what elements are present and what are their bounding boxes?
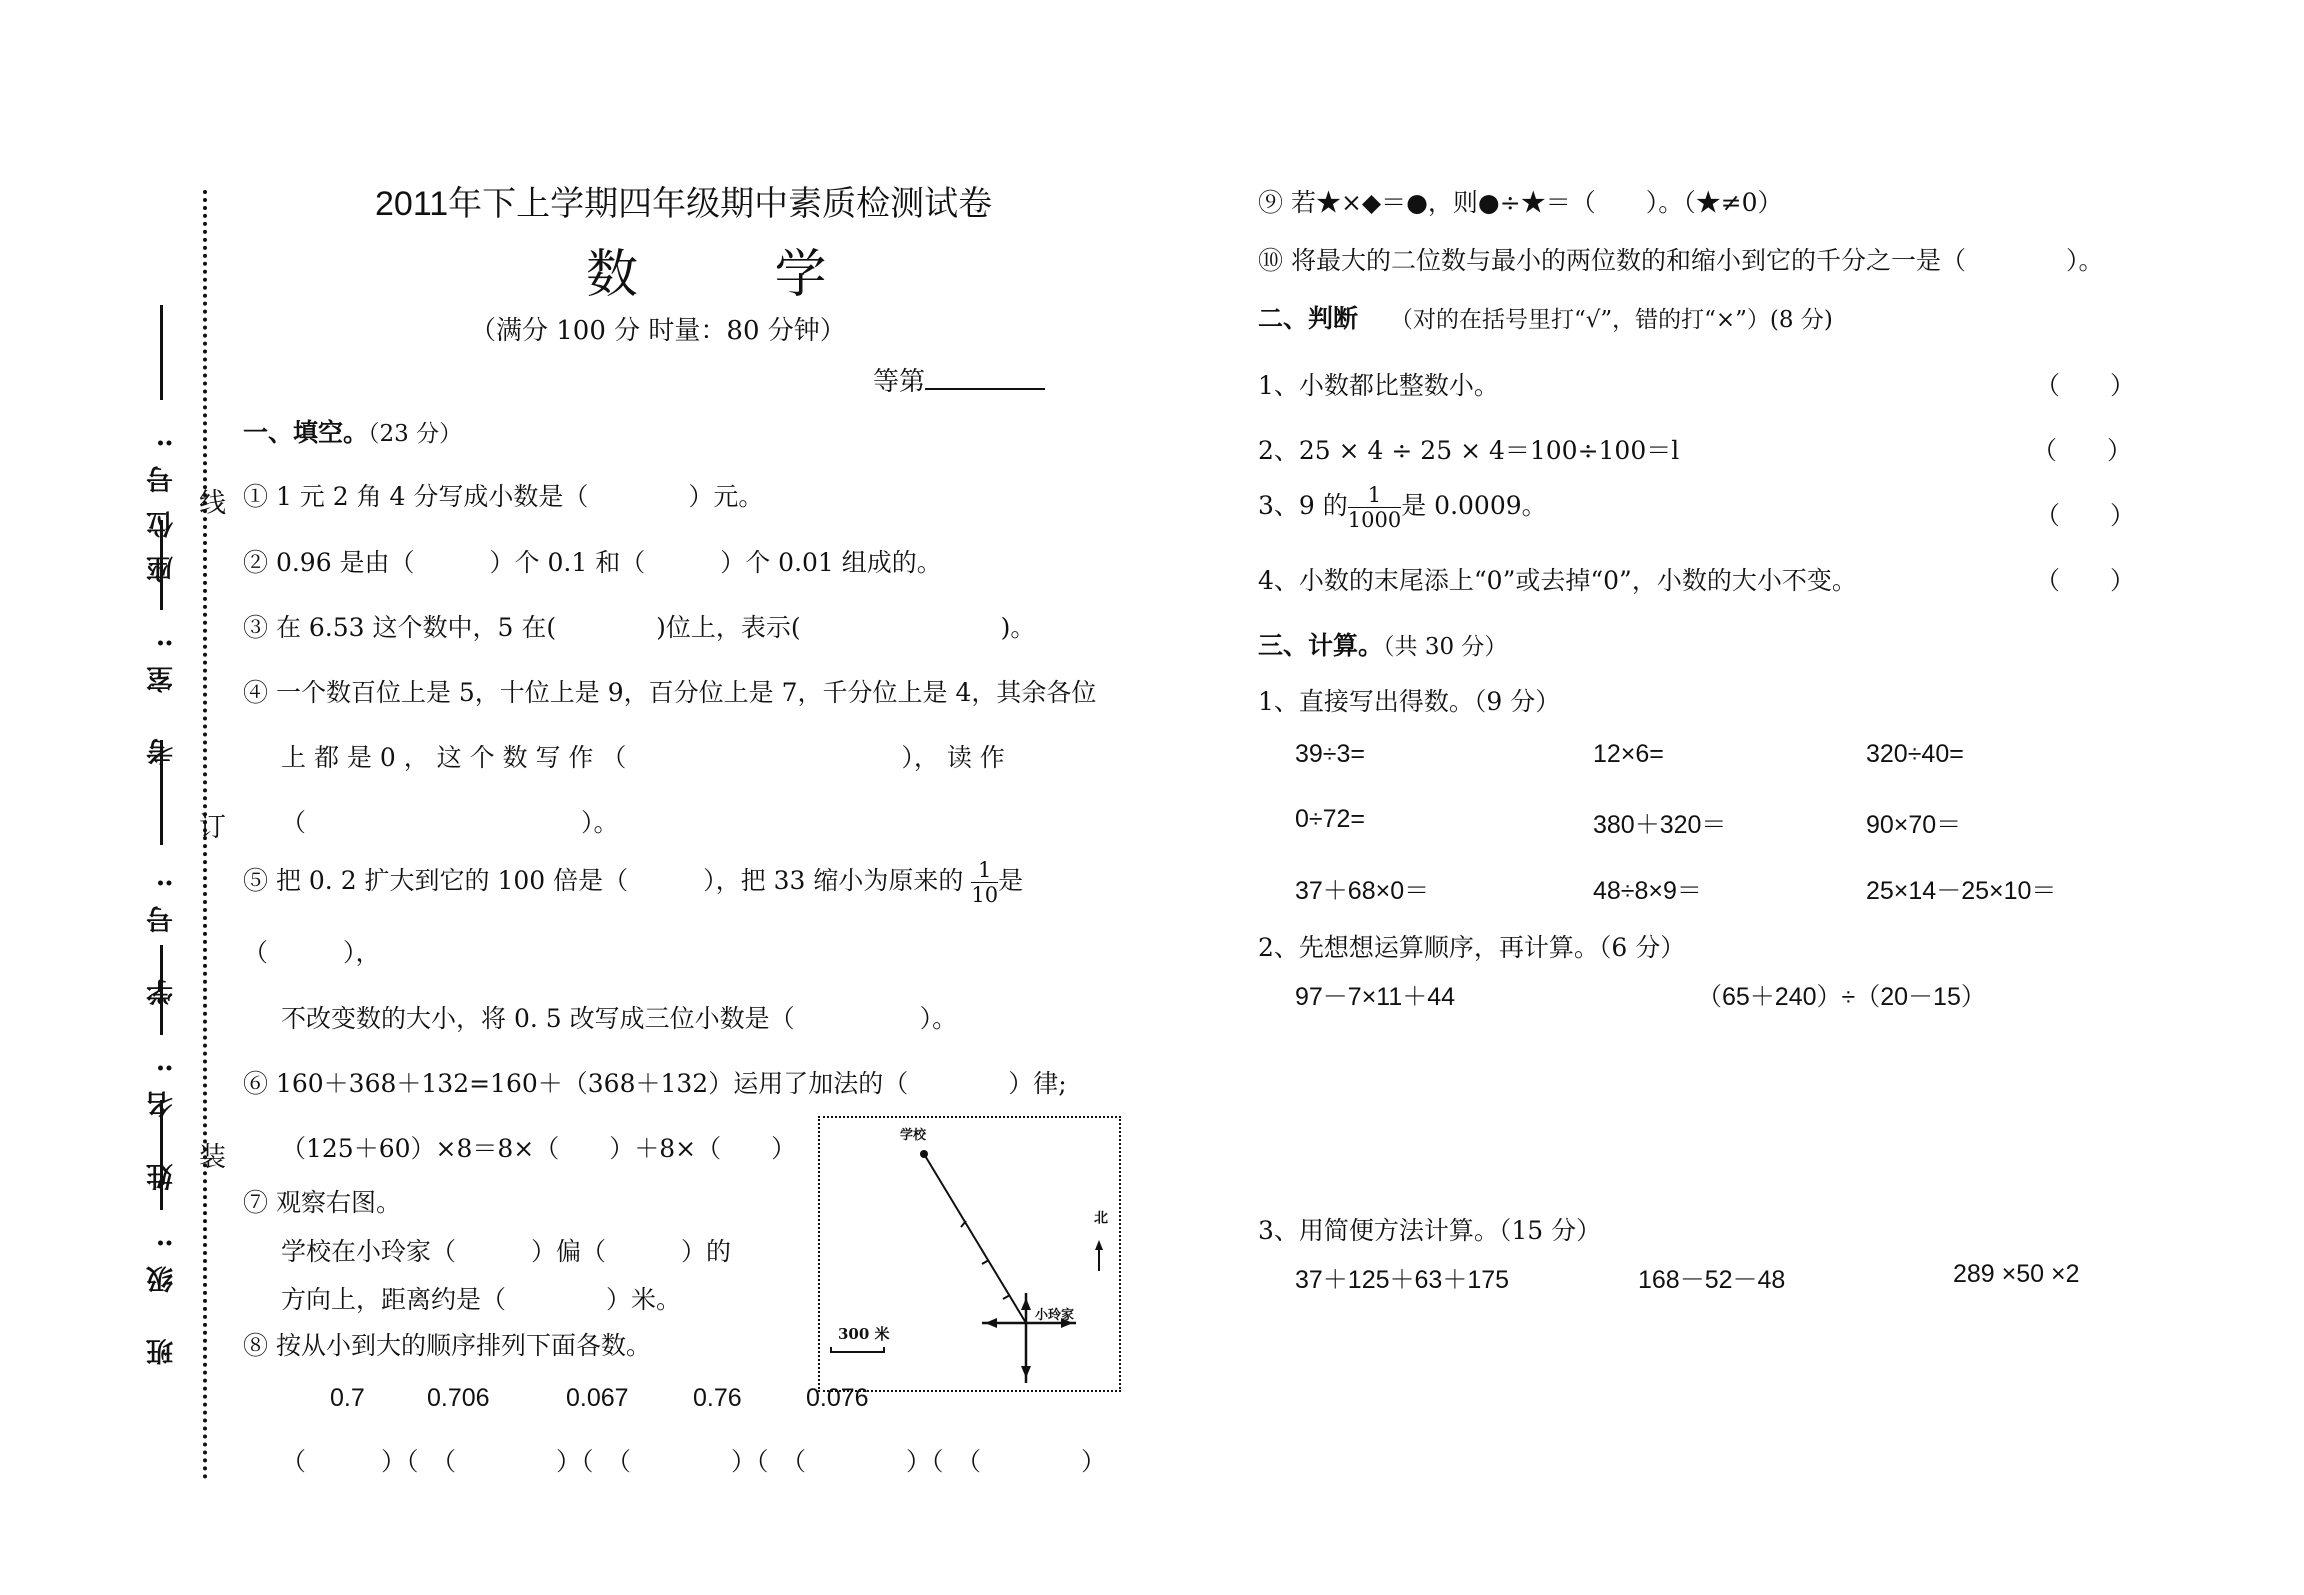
grade-field xyxy=(873,361,1045,398)
fraction-denominator: 1000 xyxy=(1347,508,1402,532)
judge-item-2: 2、25 × 4 ÷ 25 × 4＝100÷100＝l xyxy=(1258,436,1680,465)
seat-field-line xyxy=(160,305,163,400)
judge-paren-2[interactable]: （ ） xyxy=(2032,436,2133,465)
section1-title: 一、填空。 xyxy=(243,418,369,447)
question-3: ③ 在 6.53 这个数中，5 在( )位上，表示( )。 xyxy=(243,613,1036,642)
fraction-numerator: 1 xyxy=(1348,483,1401,508)
calc-simple-3: 289 ×50 ×2 xyxy=(1953,1260,2080,1288)
calc-3-1: 37＋68×0＝ xyxy=(1295,877,1430,905)
question-7-line2: 学校在小玲家（ ）偏（ ）的 xyxy=(281,1237,732,1266)
calc-order-2: （65＋240）÷（20－15） xyxy=(1697,983,1986,1011)
question-4-line2: 上 都 是 0 ， 这 个 数 写 作 （ ）， 读 作 xyxy=(281,743,1005,772)
judge-paren-3[interactable]: （ ） xyxy=(2035,501,2136,530)
question-8-answer: （ ）（ （ ）（ （ ）（ （ ）（ （ ） xyxy=(281,1447,1107,1476)
binding-char-xian: 线 xyxy=(194,488,225,515)
direction-map xyxy=(818,1116,1121,1392)
question-7-line1: ⑦ 观察右图。 xyxy=(243,1188,401,1217)
calc-1-1: 39÷3= xyxy=(1295,740,1366,768)
calc-2-1: 0÷72= xyxy=(1295,805,1366,833)
section3-heading xyxy=(1258,626,1507,662)
map-scale-label: 300 米 xyxy=(838,1325,890,1343)
grade-label: 等第 xyxy=(873,367,926,397)
question-7-line3: 方向上，距离约是（ ）米。 xyxy=(281,1285,682,1314)
calc-simple-2: 168－52－48 xyxy=(1638,1266,1786,1294)
question-8-line1: ⑧ 按从小到大的顺序排列下面各数。 xyxy=(243,1331,651,1360)
calc-order-1: 97－7×11＋44 xyxy=(1295,983,1456,1011)
calc-2-2: 380＋320＝ xyxy=(1593,811,1727,839)
judge-item-3-text: 3、9 的 xyxy=(1258,491,1348,520)
calc-part-1: 1、直接写出得数。（9 分） xyxy=(1258,687,1561,716)
question-6-line1: ⑥ 160＋368＋132=160＋（368＋132）运用了加法的（ ）律; xyxy=(243,1069,1067,1098)
subject-title: 数 学 xyxy=(586,245,887,305)
question-6-line2: （125＋60）×8＝8×（ ）＋8×（ ） xyxy=(281,1134,797,1163)
map-home-label: 小玲家 xyxy=(1035,1308,1075,1323)
judge-paren-4[interactable]: （ ） xyxy=(2035,566,2136,595)
question-2: ② 0.96 是由（ ）个 0.1 和（ ）个 0.01 组成的。 xyxy=(243,548,942,577)
student-number-label: 学 号: xyxy=(147,860,178,1006)
judge-item-3 xyxy=(1258,483,1547,532)
question-1: ① 1 元 2 角 4 分写成小数是（ ）元。 xyxy=(243,482,764,511)
fraction-one-tenth xyxy=(971,858,998,907)
map-north-label: 北 xyxy=(1092,1210,1108,1224)
calc-part-2: 2、先想想运算顺序，再计算。（6 分） xyxy=(1258,933,1686,962)
q8-number-4: 0.76 xyxy=(693,1384,742,1412)
section2-title: 二、判断 xyxy=(1258,304,1359,333)
exam-info: （满分 100 分 时量：80 分钟） xyxy=(470,316,846,346)
section1-heading xyxy=(243,413,462,449)
class-label: 班 级: xyxy=(147,1220,178,1366)
section2-heading xyxy=(1258,299,1833,335)
q8-number-5: 0.076 xyxy=(806,1384,869,1412)
question-5-line2: （ ）， xyxy=(243,938,381,967)
section1-score: （23 分） xyxy=(368,421,463,447)
calc-1-2: 12×6= xyxy=(1593,740,1664,768)
grade-blank[interactable] xyxy=(925,366,1045,390)
calc-simple-1: 37＋125＋63＋175 xyxy=(1295,1266,1510,1294)
calc-2-3: 90×70＝ xyxy=(1866,811,1962,839)
question-5-line3: 不改变数的大小，将 0. 5 改写成三位小数是（ ）。 xyxy=(281,1004,958,1033)
binding-char-ding: 订 xyxy=(194,812,225,839)
fraction-numerator: 1 xyxy=(971,858,998,883)
question-9: ⑨ 若★×◆＝●，则●÷★＝（ ）。（★≠0） xyxy=(1258,188,1783,217)
exam-room-label: 考 室: xyxy=(147,620,178,766)
fraction-one-thousandth xyxy=(1348,483,1401,532)
question-5-text: ⑤ 把 0. 2 扩大到它的 100 倍是（ ），把 33 缩小为原来的 xyxy=(243,866,964,895)
q8-number-2: 0.706 xyxy=(427,1384,490,1412)
question-5-line1 xyxy=(243,858,1023,907)
seat-number-label: 座位号: xyxy=(147,420,178,583)
question-4-line1: ④ 一个数百位上是 5，十位上是 9，百分位上是 7，千分位上是 4，其余各位 xyxy=(243,678,1097,707)
judge-item-4: 4、小数的末尾添上“0”或去掉“0”，小数的大小不变。 xyxy=(1258,566,1857,595)
judge-item-3-end: 是 0.0009。 xyxy=(1401,491,1547,520)
binding-char-zhuang: 装 xyxy=(194,1142,225,1169)
section3-score: （共 30 分） xyxy=(1383,634,1508,660)
question-4-line3: （ ）。 xyxy=(281,808,619,837)
name-label: 姓 名: xyxy=(147,1045,178,1191)
map-school-label: 学校 xyxy=(900,1128,927,1143)
calc-3-2: 48÷8×9＝ xyxy=(1593,877,1702,905)
calc-part-3: 3、用简便方法计算。（15 分） xyxy=(1258,1216,1602,1245)
calc-1-3: 320÷40= xyxy=(1866,740,1964,768)
map-svg xyxy=(820,1118,1119,1390)
question-5-end: 是 xyxy=(998,866,1024,895)
section3-title: 三、计算。 xyxy=(1258,631,1384,660)
question-10: ⑩ 将最大的二位数与最小的两位数的和缩小到它的千分之一是（ ）。 xyxy=(1258,246,2104,275)
fraction-denominator: 10 xyxy=(971,883,999,907)
exam-title: 2011年下上学期四年级期中素质检测试卷 xyxy=(375,185,993,223)
judge-item-1: 1、小数都比整数小。 xyxy=(1258,371,1499,400)
q8-number-1: 0.7 xyxy=(330,1384,365,1412)
section2-note: （对的在括号里打“√”，错的打“×”）(8 分) xyxy=(1389,307,1833,333)
q8-number-3: 0.067 xyxy=(566,1384,629,1412)
judge-paren-1[interactable]: （ ） xyxy=(2035,371,2136,400)
calc-3-3: 25×14－25×10＝ xyxy=(1866,877,2057,905)
